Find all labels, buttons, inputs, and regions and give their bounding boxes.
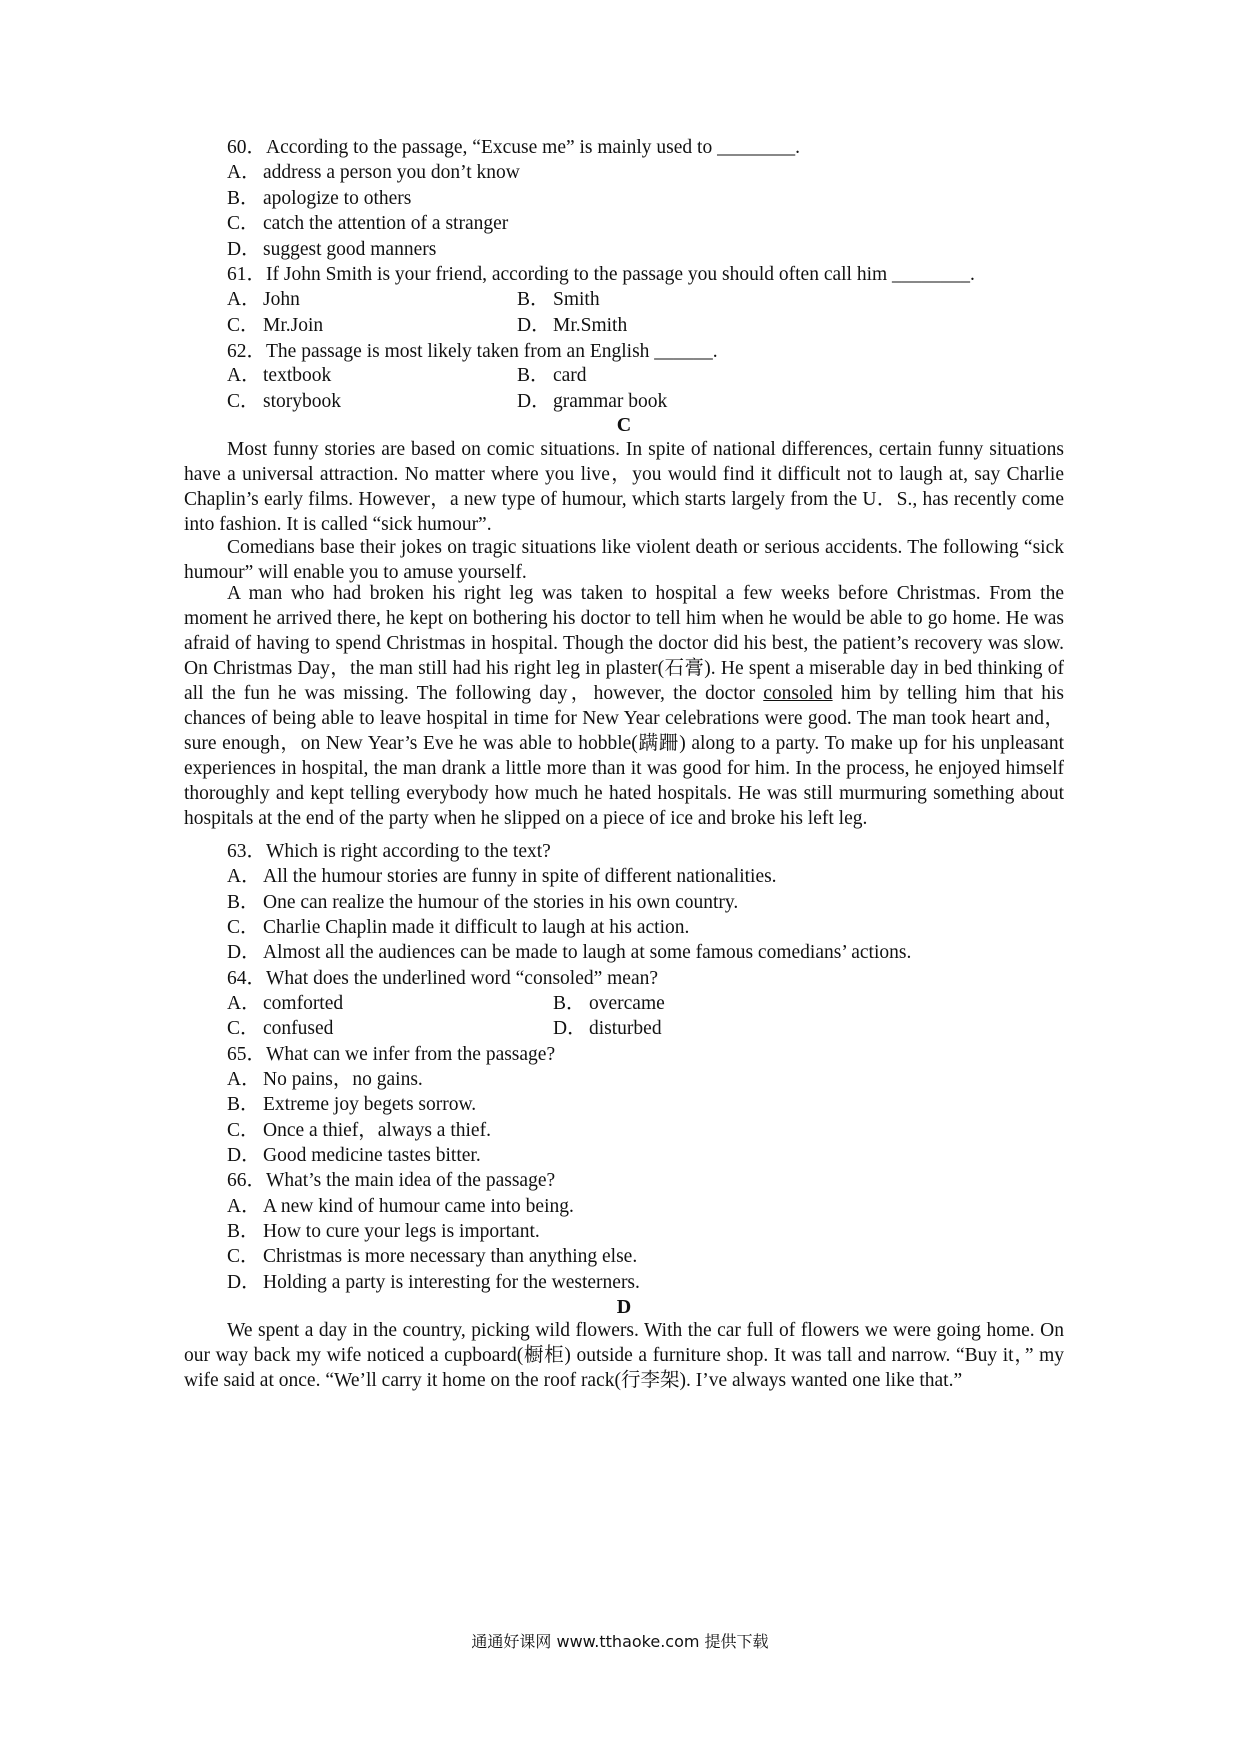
section-c-paragraph-2: Comedians base their jokes on tragic situations like violent death or serious accidents. The following “sick humour” will enable you to amuse yourself. [184, 537, 1064, 583]
section-c-paragraph-1: Most funny stories are based on comic situations. In spite of national differences, certain funny situations have a universal attraction. No matter where you live，you would find it difficult not to laugh at, say Charlie Chaplin’s early films. However，a new type of humour, which starts largely from the U．S., has recently come into fashion. It is called “sick humour”. [184, 439, 1064, 535]
question-61-stem: 61．If John Smith is your friend, according to the passage you should often call him ________. [227, 264, 975, 285]
question-63-stem: 63．Which is right according to the text? [227, 841, 551, 862]
question-62-option-a: A． textbook [227, 365, 332, 386]
question-61-option-d: D． Mr.Smith [517, 315, 628, 336]
question-62-option-c: C． storybook [227, 391, 341, 412]
question-64-option-c: C． confused [227, 1018, 334, 1039]
question-60-stem: 60．According to the passage, “Excuse me” is mainly used to ________. [227, 137, 800, 158]
page-footer: 通通好课网 www.tthaoke.com 提供下载 [471, 1632, 769, 1651]
question-64-option-b: B． overcame [553, 993, 665, 1014]
question-61-option-c: C． Mr.Join [227, 315, 324, 336]
question-63-option-b: B． One can realize the humour of the stories in his own country. [227, 892, 739, 913]
question-65-option-b: B． Extreme joy begets sorrow. [227, 1094, 477, 1115]
question-63-option-c: C． Charlie Chaplin made it difficult to laugh at his action. [227, 917, 690, 938]
question-66-stem: 66．What’s the main idea of the passage? [227, 1170, 556, 1191]
question-65-option-a: A． No pains，no gains. [227, 1069, 423, 1090]
question-61-option-a: A． John [227, 289, 300, 310]
question-64-option-d: D． disturbed [553, 1018, 662, 1039]
section-d-heading: D [616, 1296, 632, 1318]
question-62-stem: 62．The passage is most likely taken from an English ______. [227, 341, 718, 362]
section-d-paragraph-1: We spent a day in the country, picking wild flowers. With the car full of flowers we were going home. On our way back my wife noticed a cupboard(橱柜) outside a furniture shop. It was tall and narrow. “Buy it，” my wife said at once. “We’ll carry it home on the roof rack(行李架). I’ve always wanted one like that.” [184, 1320, 1064, 1391]
question-64-option-a: A． comforted [227, 993, 344, 1014]
question-65-option-c: C． Once a thief，always a thief. [227, 1120, 491, 1141]
section-c-heading: C [616, 414, 632, 436]
question-60-option-d: D． suggest good manners [227, 239, 437, 260]
question-62-option-d: D． grammar book [517, 391, 668, 412]
question-60-option-c: C． catch the attention of a stranger [227, 213, 509, 234]
question-63-option-a: A． All the humour stories are funny in spite of different nationalities. [227, 866, 777, 887]
underlined-word-consoled: consoled [763, 683, 833, 704]
section-c-paragraph-3: A man who had broken his right leg was taken to hospital a few weeks before Christmas. From the moment he arrived there, he kept on bothering his doctor to tell him when he would be able to go home. He was afraid of having to spend Christmas in hospital. Though the doctor did his best, the patient’s recovery was slow. On Christmas Day，the man still had his right leg in plaster(石膏). He spent a miserable day in bed thinking of all the fun he was missing. The following day，however, the doctor consoled him by telling him that his chances of being able to leave hospital in time for New Year celebrations were good. The man took heart and，sure enough，on New Year’s Eve he was able to hobble(蹒跚) along to a party. To make up for his unpleasant experiences in hospital, the man drank a little more than it was good for him. In the process, he enjoyed himself thoroughly and kept telling everybody how much he hated hospitals. He was still murmuring something about hospitals at the end of the party when he slipped on a piece of ice and broke his left leg. [184, 583, 1064, 829]
question-65-stem: 65．What can we infer from the passage? [227, 1044, 556, 1065]
question-63-option-d: D． Almost all the audiences can be made to laugh at some famous comedians’ actions. [227, 942, 912, 963]
question-66-option-d: D． Holding a party is interesting for the westerners. [227, 1272, 640, 1293]
question-66-option-b: B． How to cure your legs is important. [227, 1221, 540, 1242]
question-61-option-b: B． Smith [517, 289, 600, 310]
question-64-stem: 64．What does the underlined word “consoled” mean? [227, 968, 659, 989]
question-60-option-b: B． apologize to others [227, 188, 412, 209]
question-60-option-a: A． address a person you don’t know [227, 162, 520, 183]
question-65-option-d: D． Good medicine tastes bitter. [227, 1145, 481, 1166]
question-66-option-a: A． A new kind of humour came into being. [227, 1196, 574, 1217]
question-66-option-c: C． Christmas is more necessary than anything else. [227, 1246, 638, 1267]
question-62-option-b: B． card [517, 365, 587, 386]
